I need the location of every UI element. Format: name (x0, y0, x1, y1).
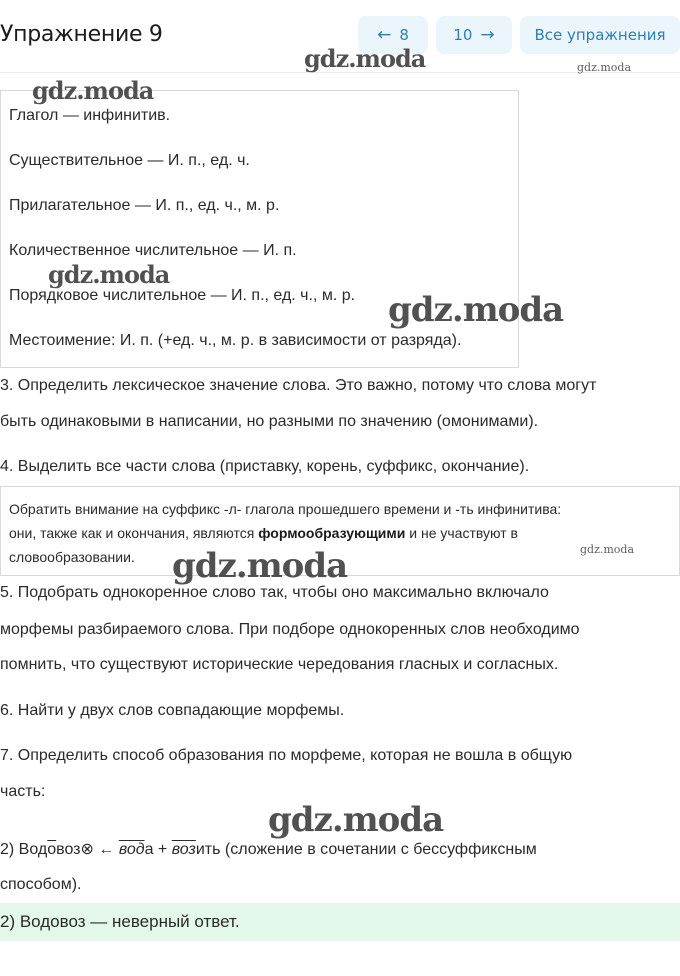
pos-line: Существительное — И. п., ед. ч. (9, 152, 250, 169)
paragraph-5-line-1: 5. Подобрать однокоренное слово так, чтобы оно максимально включало (0, 584, 549, 601)
note-bold-term: формообразующими (258, 525, 406, 541)
watermark-small: gdz.moda (580, 543, 635, 556)
paragraph-3-line-1: 3. Определить лексическое значение слова. Это важно, потому что слова могут (0, 377, 597, 394)
answer-box (0, 903, 680, 941)
pos-line: Глагол — инфинитив. (9, 107, 171, 124)
zero-ending-icon: ⊗ (80, 841, 94, 858)
formula-arrow: ← (93, 841, 119, 858)
paragraph-5-line-2: морфемы разбираемого слова. При подборе однокоренных слов необходимо (0, 621, 580, 638)
watermark: gdz.moda (304, 44, 426, 73)
prev-exercise-label: 8 (399, 26, 409, 44)
next-exercise-button[interactable] (436, 16, 512, 54)
formula-rest: ить (сложение в сочетании с бессуффиксным (195, 841, 537, 858)
note-line-2-after: и не участвуют в (405, 525, 518, 541)
watermark-small: gdz.moda (577, 61, 632, 74)
all-exercises-button[interactable] (520, 16, 680, 54)
formula-line-2: способом). (0, 876, 82, 893)
answer-text: 2) Водовоз — неверный ответ. (0, 912, 240, 931)
watermark: gdz.moda (172, 546, 348, 586)
pos-line: Порядковое числительное — И. п., ед. ч., м. р. (9, 287, 356, 304)
all-exercises-label: Все упражнения (534, 26, 666, 44)
watermark: gdz.moda (32, 76, 154, 105)
morpheme-formula (0, 839, 537, 859)
formula-root-vod: вод (118, 841, 145, 858)
formula-root-voz-2: воз (171, 841, 196, 858)
watermark: gdz.moda (388, 290, 564, 330)
note-line-3: словообразовании. (9, 549, 135, 565)
watermark: gdz.moda (48, 260, 170, 289)
paragraph-3-line-2: быть одинаковыми в написании, но разными по значению (омонимами). (0, 413, 539, 430)
paragraph-4: 4. Выделить все части слова (приставку, корень, суффикс, окончание). (0, 458, 530, 475)
paragraph-5-line-3: помнить, что существуют исторические чередования гласных и согласных. (0, 656, 559, 673)
pos-line: Прилагательное — И. п., ед. ч., м. р. (9, 197, 280, 214)
arrow-right-icon: → (480, 25, 495, 45)
watermark: gdz.moda (268, 800, 444, 840)
next-exercise-label: 10 (453, 26, 473, 44)
paragraph-7-line-2: часть: (0, 783, 46, 800)
paragraph-6: 6. Найти у двух слов совпадающие морфемы. (0, 702, 345, 719)
page-title: Упражнение 9 (0, 22, 163, 47)
note-line-2 (9, 521, 518, 545)
formula-connecting-vowel: о (47, 841, 57, 858)
pos-line: Местоимение: И. п. (+ед. ч., м. р. в зависимости от разряда). (9, 332, 462, 349)
formula-root-voz: воз (56, 841, 81, 858)
note-line-1: Обратить внимание на суффикс -л- глагола прошедшего времени и -ть инфинитива: (9, 501, 562, 517)
paragraph-7-line-1: 7. Определить способ образования по морфеме, которая не вошла в общую (0, 747, 573, 764)
formula-prefix: 2) Вод (0, 841, 48, 858)
pos-line: Количественное числительное — И. п. (9, 242, 297, 259)
arrow-left-icon: ← (377, 25, 392, 45)
note-line-2-before: они, также как и окончания, являются (9, 525, 259, 541)
formula-a: а + (144, 841, 172, 858)
